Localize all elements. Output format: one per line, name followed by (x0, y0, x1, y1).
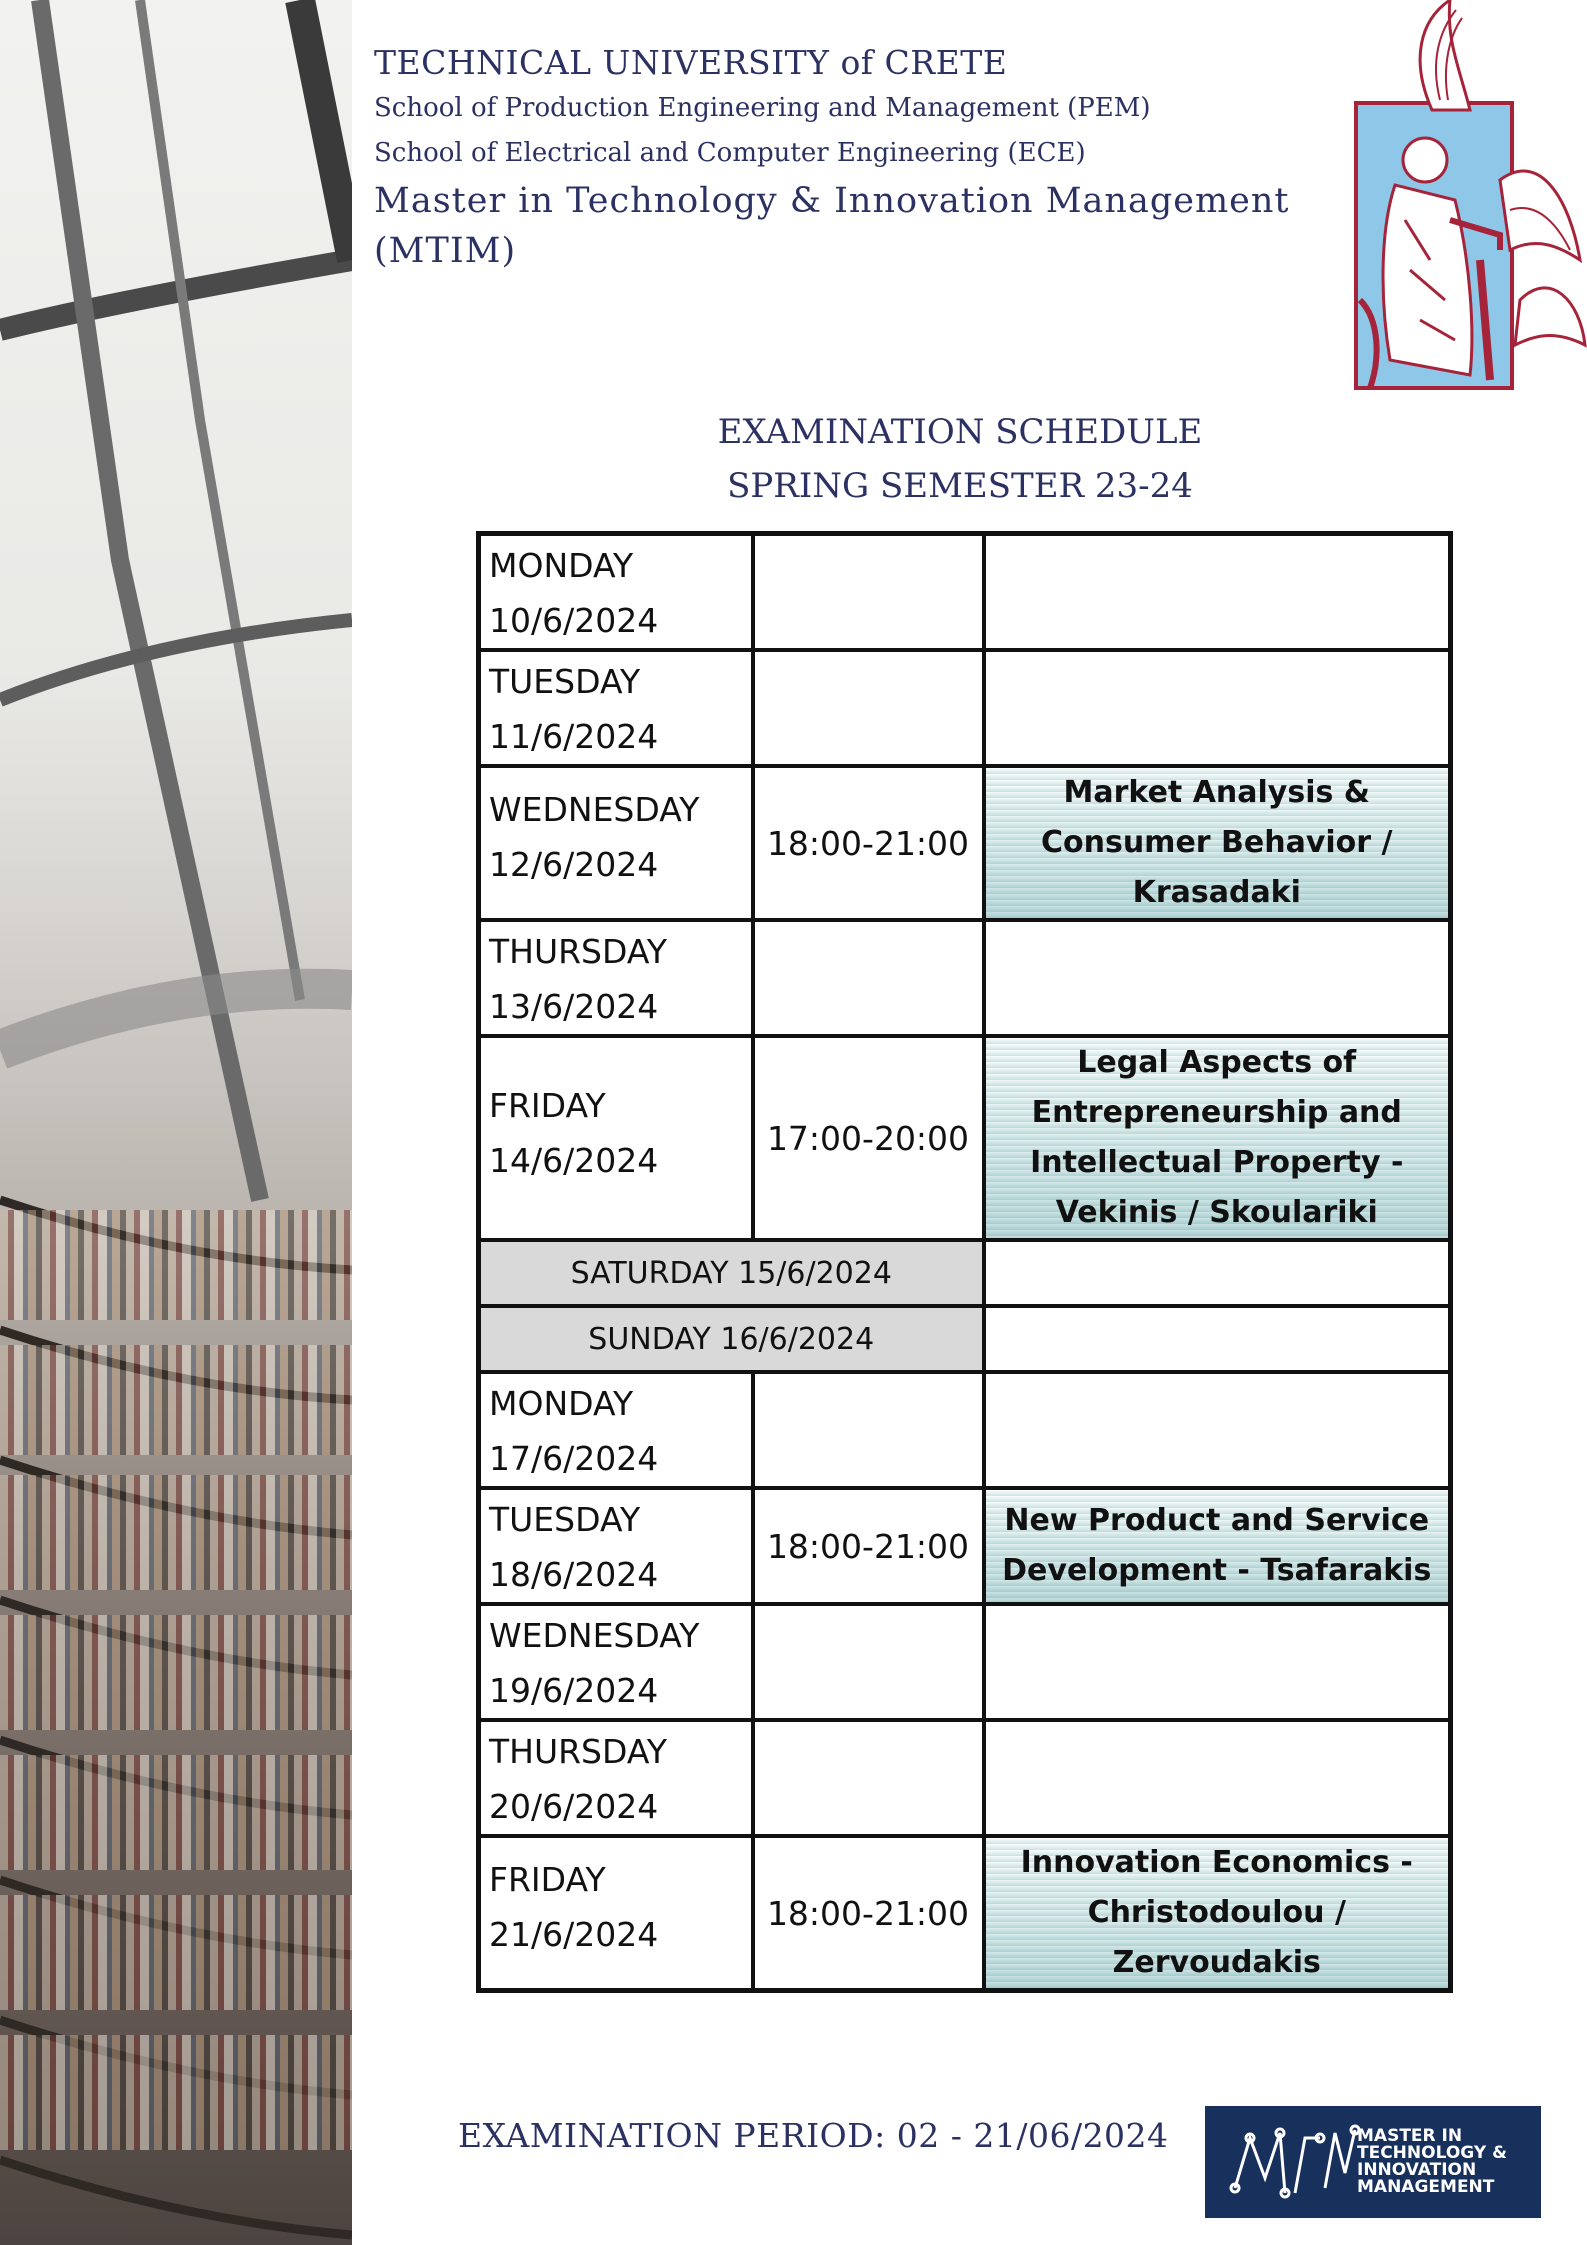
mtim-logo-line-3: INNOVATION (1357, 2160, 1477, 2180)
day-date: 10/6/2024 (489, 601, 659, 640)
day-cell (479, 920, 753, 1036)
time-cell (753, 1372, 984, 1488)
course-cell: New Product and Service Development - Tsafarakis (984, 1488, 1451, 1604)
table-row (479, 1720, 1451, 1836)
day-date: 20/6/2024 (489, 1787, 659, 1826)
time-cell (753, 1604, 984, 1720)
library-bookshelf-photo (0, 0, 352, 2245)
course-cell (984, 1306, 1451, 1372)
day-cell (479, 534, 753, 651)
day-name: FRIDAY (489, 1860, 606, 1899)
day-date: 11/6/2024 (489, 717, 659, 756)
master-program-name: Master in Technology & Innovation Management (MTIM) (374, 181, 1290, 271)
course-cell (984, 534, 1451, 651)
time-cell (753, 1720, 984, 1836)
day-name: FRIDAY (489, 1086, 606, 1125)
title-line-1: EXAMINATION SCHEDULE (717, 412, 1203, 452)
school-ece: School of Electrical and Computer Engineering (ECE) (374, 138, 1086, 168)
table-row (479, 920, 1451, 1036)
time-cell: 18:00-21:00 (753, 1836, 984, 1991)
day-name: WEDNESDAY (489, 1616, 700, 1655)
title-line-2: SPRING SEMESTER 23-24 (727, 466, 1193, 506)
table-row (479, 1036, 1451, 1240)
table-row (479, 1240, 1451, 1306)
header (374, 40, 1294, 276)
exam-schedule-table (476, 531, 1453, 1993)
mtim-logo-line-4: MANAGEMENT (1357, 2177, 1495, 2197)
course-cell (984, 1372, 1451, 1488)
day-date: 17/6/2024 (489, 1439, 659, 1478)
day-date: 14/6/2024 (489, 1141, 659, 1180)
day-name: MONDAY (489, 1384, 634, 1423)
examination-period: EXAMINATION PERIOD: 02 - 21/06/2024 (458, 2116, 1169, 2155)
course-cell (984, 1240, 1451, 1306)
table-row (479, 1836, 1451, 1991)
day-cell (479, 1836, 753, 1991)
course-cell (984, 1604, 1451, 1720)
time-cell: 18:00-21:00 (753, 766, 984, 920)
mtim-logo (1205, 2106, 1541, 2218)
time-cell (753, 650, 984, 766)
day-date: 18/6/2024 (489, 1555, 659, 1594)
day-date: 21/6/2024 (489, 1915, 659, 1954)
course-cell: Legal Aspects of Entrepreneurship and Intellectual Property - Vekinis / Skoulariki (984, 1036, 1451, 1240)
university-name: TECHNICAL UNIVERSITY of CRETE (374, 43, 1008, 82)
table-row (479, 1306, 1451, 1372)
course-cell (984, 920, 1451, 1036)
table-row (479, 1604, 1451, 1720)
time-cell (753, 920, 984, 1036)
tuc-logo-icon (1350, 0, 1587, 395)
day-date: 13/6/2024 (489, 987, 659, 1026)
table-row (479, 1372, 1451, 1488)
table-row (479, 766, 1451, 920)
day-cell (479, 1720, 753, 1836)
day-cell (479, 1488, 753, 1604)
day-cell (479, 650, 753, 766)
table-row (479, 650, 1451, 766)
mtim-logo-line-2: TECHNOLOGY & (1357, 2143, 1507, 2163)
weekend-cell: SUNDAY 16/6/2024 (479, 1306, 984, 1372)
day-cell (479, 766, 753, 920)
day-cell (479, 1372, 753, 1488)
mtim-logo-text (1357, 2128, 1507, 2196)
day-name: TUESDAY (489, 662, 641, 701)
course-cell: Innovation Economics - Christodoulou / Zervoudakis (984, 1836, 1451, 1991)
weekend-cell: SATURDAY 15/6/2024 (479, 1240, 984, 1306)
day-cell (479, 1036, 753, 1240)
school-pem: School of Production Engineering and Management (PEM) (374, 93, 1151, 123)
day-name: WEDNESDAY (489, 790, 700, 829)
course-cell (984, 650, 1451, 766)
day-cell (479, 1604, 753, 1720)
time-cell: 17:00-20:00 (753, 1036, 984, 1240)
time-cell (753, 534, 984, 651)
schedule-title (600, 405, 1320, 513)
mtim-logo-line-1: MASTER IN (1357, 2126, 1463, 2146)
course-cell (984, 1720, 1451, 1836)
day-name: TUESDAY (489, 1500, 641, 1539)
time-cell: 18:00-21:00 (753, 1488, 984, 1604)
mtim-circuit-logo-icon (1225, 2118, 1365, 2206)
day-name: THURSDAY (489, 932, 668, 971)
day-name: MONDAY (489, 546, 634, 585)
day-date: 19/6/2024 (489, 1671, 659, 1710)
table-row (479, 534, 1451, 651)
day-date: 12/6/2024 (489, 845, 659, 884)
day-name: THURSDAY (489, 1732, 668, 1771)
course-cell: Market Analysis & Consumer Behavior / Krasadaki (984, 766, 1451, 920)
table-row (479, 1488, 1451, 1604)
